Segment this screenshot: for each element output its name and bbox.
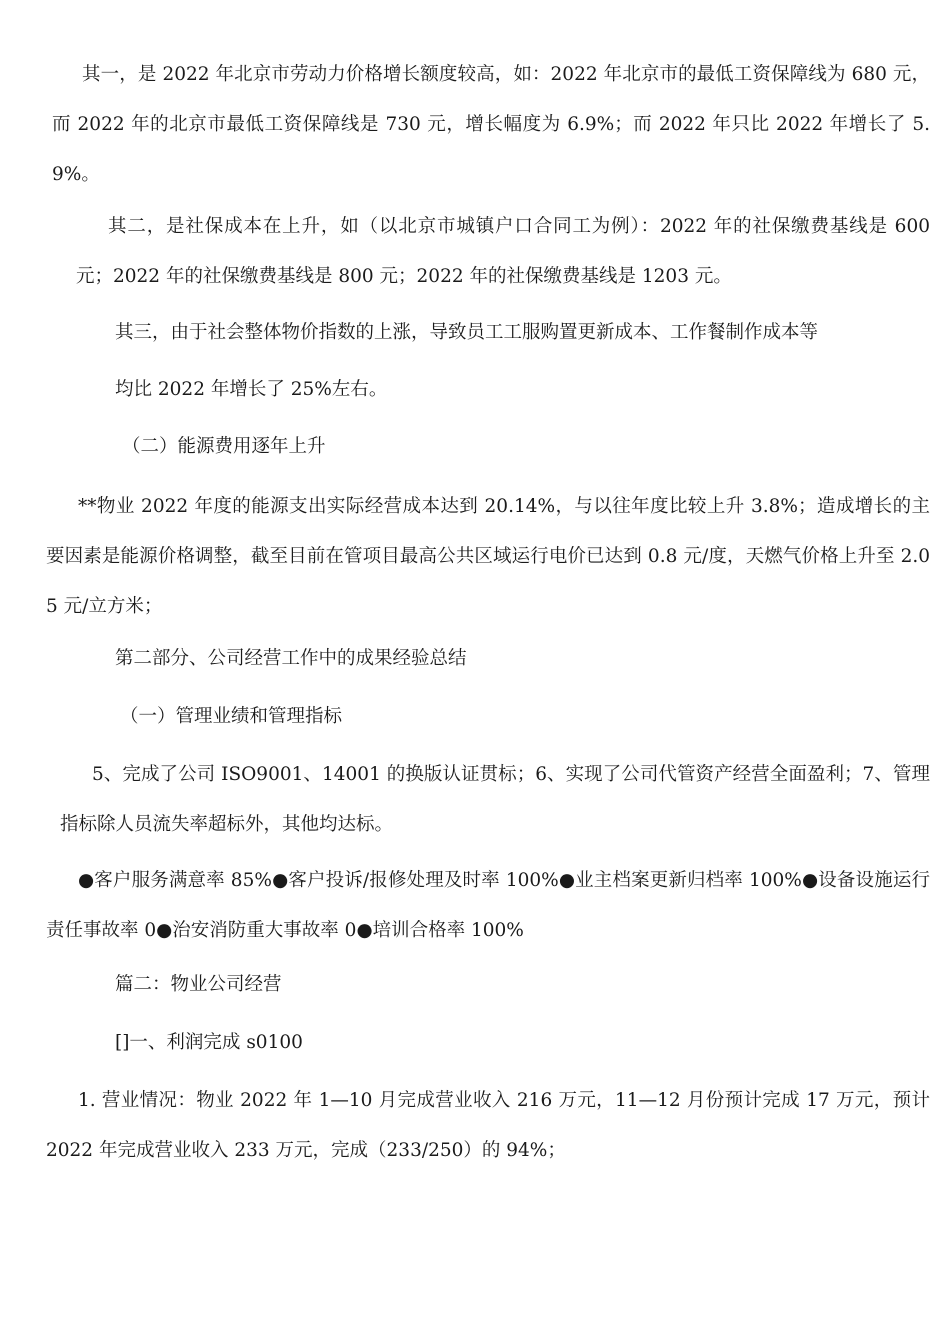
paragraph-price-index: 其三，由于社会整体物价指数的上涨，导致员工工服购置更新成本、工作餐制作成本等 — [115, 322, 819, 343]
paragraph-energy-cost: **物业 2022 年度的能源支出实际经营成本达到 20.14%，与以往年度比较上升 3.8%；造成增长的主要因素是能源价格调整，截至目前在管项目最高公共区域运行电价已达到 0.8 元/度，天燃气价格上升至 2.05 元/立方米； — [46, 496, 930, 617]
paragraph-indicators: ●客户服务满意率 85%●客户投诉/报修处理及时率 100%●业主档案更新归档率 100%●设备设施运行责任事故率 0●治安消防重大事故率 0●培训合格率 100% — [46, 870, 930, 941]
section-heading-profit: []一、利润完成 s0100 — [115, 1032, 303, 1053]
paragraph-certification: 5、完成了公司 ISO9001、14001 的换版认证贯标；6、实现了公司代管资产经营全面盈利；7、管理指标除人员流失率超标外，其他均达标。 — [60, 764, 930, 835]
paragraph-price-index-cont: 均比 2022 年增长了 25%左右。 — [115, 379, 388, 400]
chapter-heading-property: 篇二：物业公司经营 — [115, 974, 282, 995]
paragraph-social-insurance: 其二，是社保成本在上升，如（以北京市城镇户口合同工为例）：2022 年的社保缴费基线是 600 元；2022 年的社保缴费基线是 800 元；2022 年的社保缴费基线是 1203 元。 — [76, 216, 930, 287]
paragraph-revenue: 1. 营业情况：物业 2022 年 1—10 月完成营业收入 216 万元，11—12 月份预计完成 17 万元，预计 2022 年完成营业收入 233 万元，完成（233/250）的 94%； — [46, 1090, 930, 1161]
section-heading-performance: （一）管理业绩和管理指标 — [120, 706, 343, 727]
section-heading-part-two: 第二部分、公司经营工作中的成果经验总结 — [115, 648, 467, 669]
section-heading-energy: （二）能源费用逐年上升 — [122, 436, 326, 457]
paragraph-labor-cost: 其一，是 2022 年北京市劳动力价格增长额度较高，如：2022 年北京市的最低工资保障线为 680 元，而 2022 年的北京市最低工资保障线是 730 元，增长幅度为 6.9%；而 2022 年只比 2022 年增长了 5.9%。 — [52, 64, 930, 185]
